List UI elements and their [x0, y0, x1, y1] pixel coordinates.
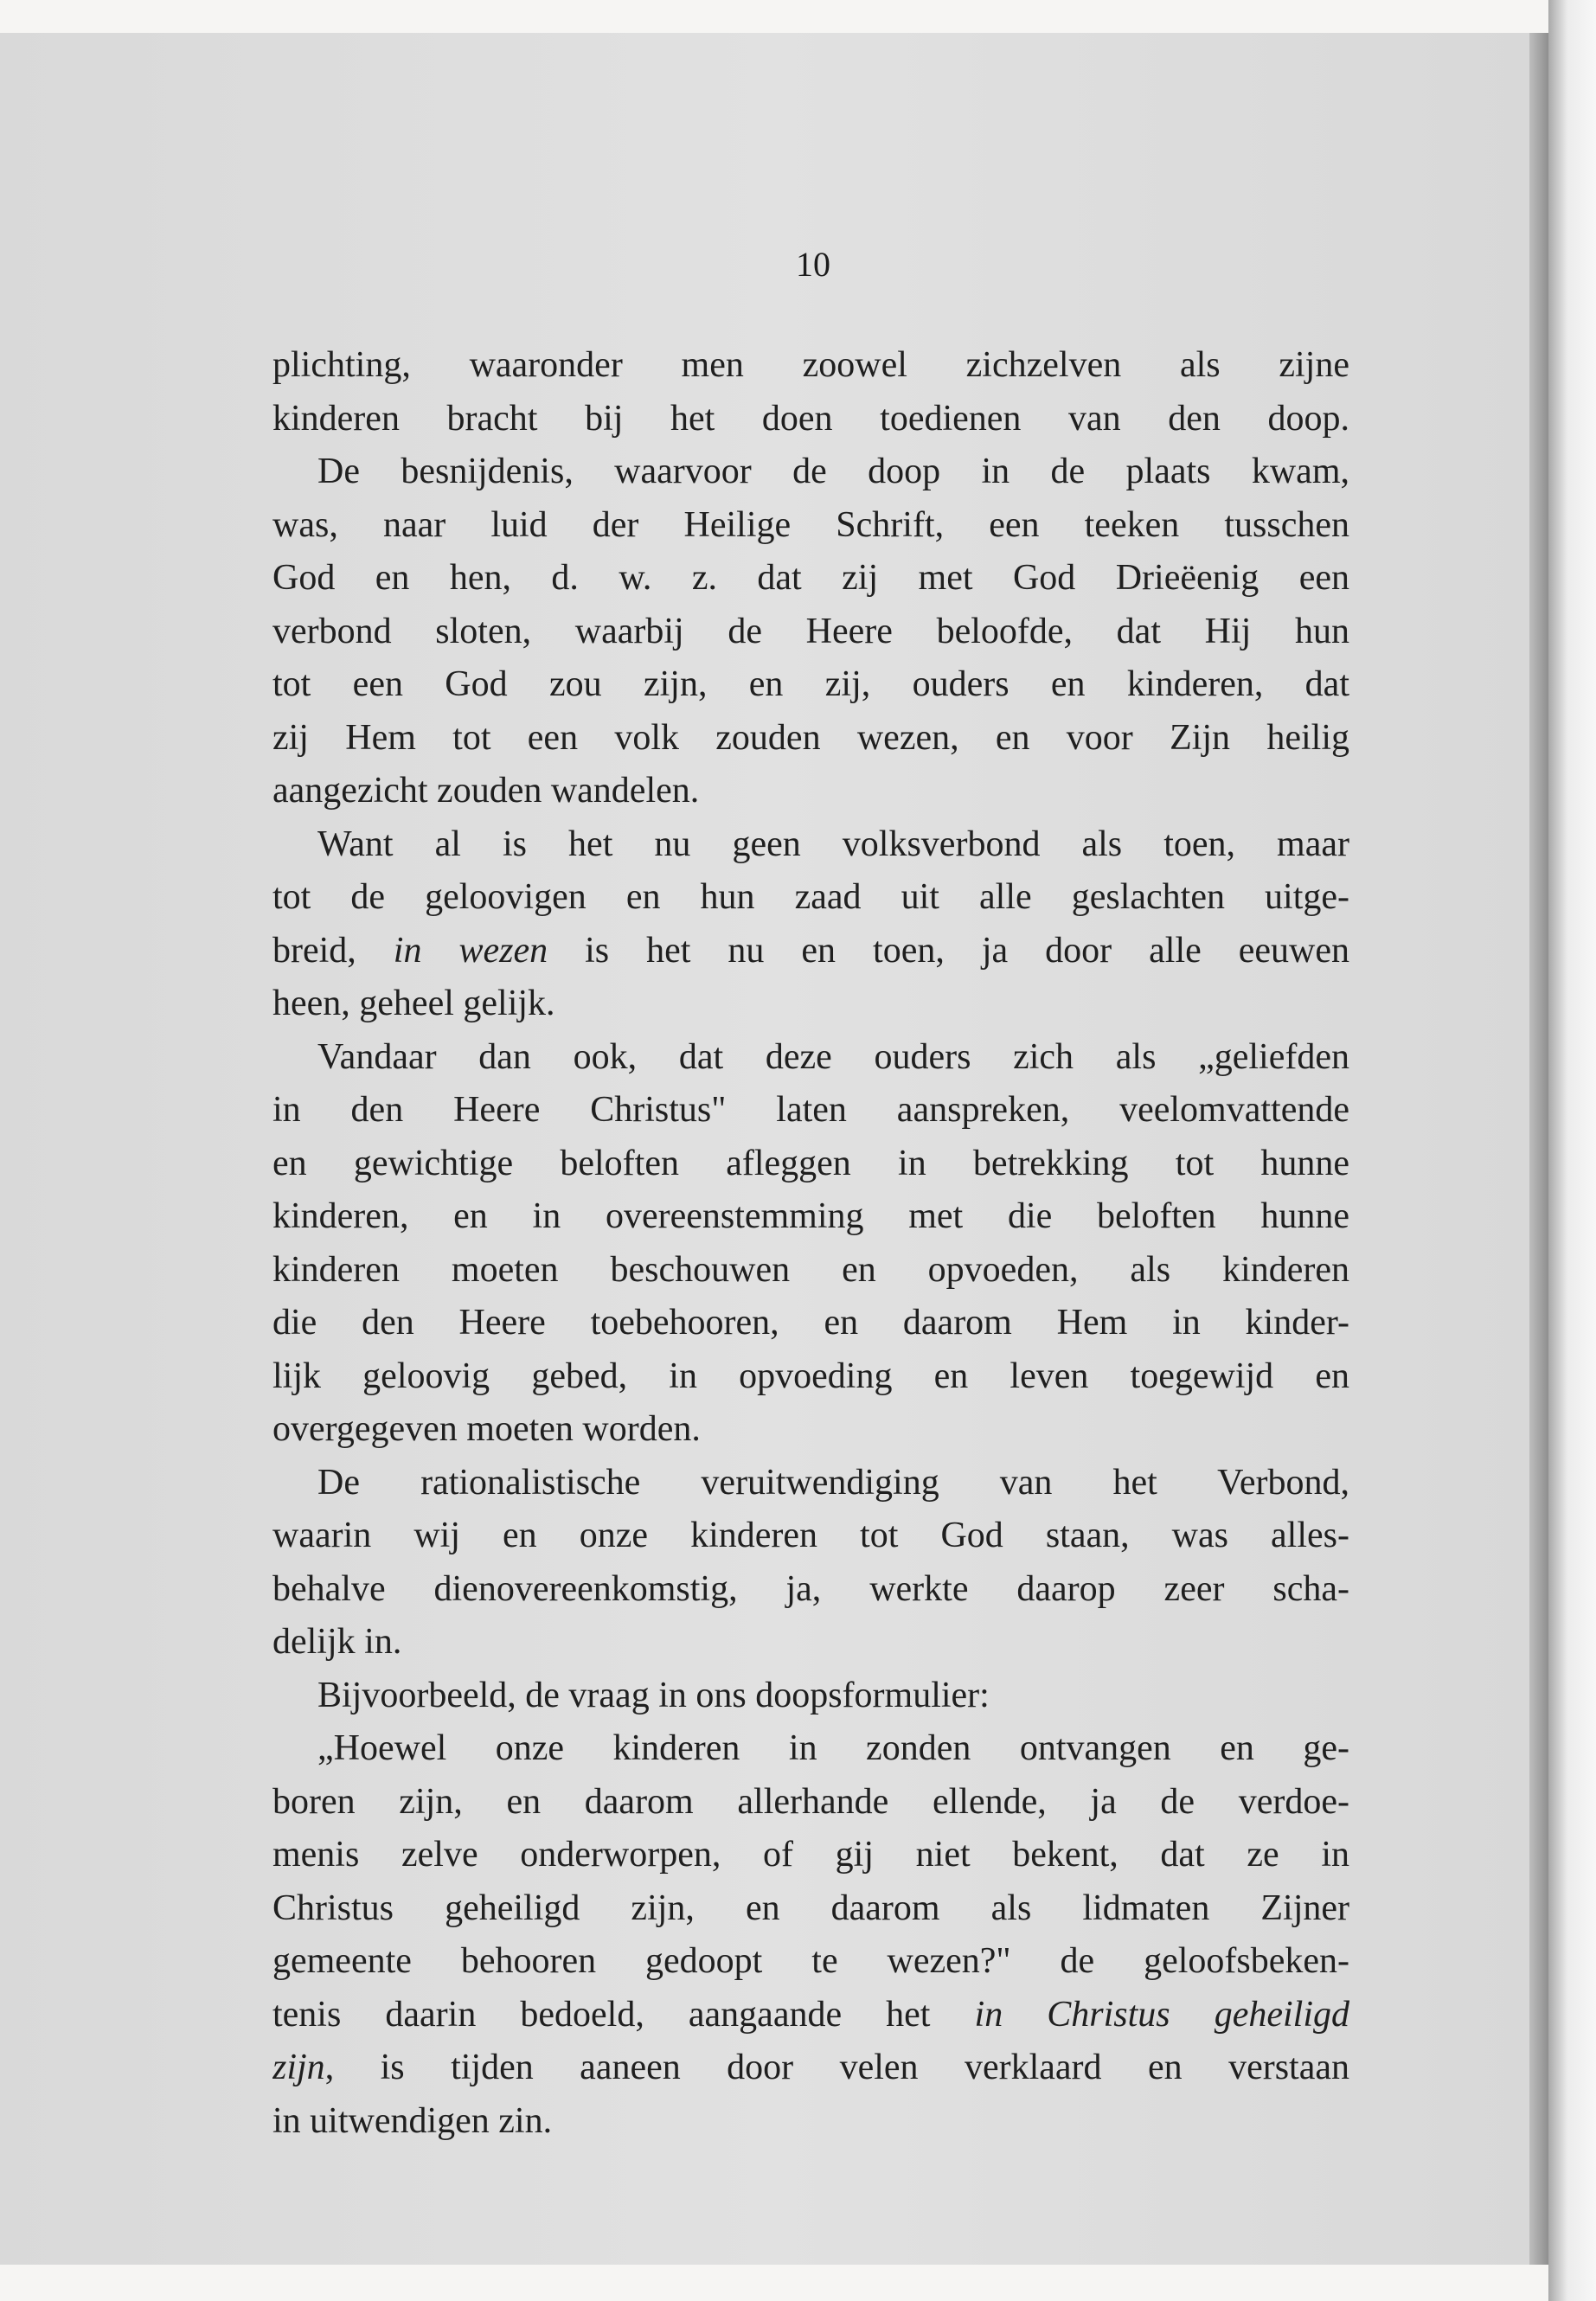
- italic-text: in wezen: [393, 930, 548, 971]
- text-line: tot de geloovigen en hun zaad uit alle geslachten uitge-: [272, 877, 1349, 917]
- text-line: in uitwendigen zin.: [272, 2100, 553, 2141]
- text-line: tot een God zou zijn, en zij, ouders en kinderen, dat: [272, 664, 1349, 704]
- text-line: tenis daarin bedoeld, aangaande het in Christus geheiligd: [272, 1994, 1349, 2035]
- text-line: kinderen bracht bij het doen toedienen van den doop.: [272, 398, 1349, 439]
- text-line: „Hoewel onze kinderen in zonden ontvangen en ge-: [317, 1728, 1349, 1768]
- text-line: zij Hem tot een volk zouden wezen, en voor Zijn heilig: [272, 717, 1349, 758]
- book-spine: [1548, 0, 1596, 2301]
- text-line: menis zelve onderworpen, of gij niet bekent, dat ze in: [272, 1835, 1349, 1875]
- text-line: De besnijdenis, waarvoor de doop in de plaats kwam,: [317, 452, 1349, 491]
- text-line: die den Heere toebehooren, en daarom Hem in kinder-: [272, 1303, 1349, 1343]
- text-line: lijk geloovig gebed, in opvoeding en leven toegewijd en: [272, 1356, 1349, 1396]
- text-line: kinderen moeten beschouwen en opvoeden, als kinderen: [272, 1249, 1349, 1290]
- text-line: Christus geheiligd zijn, en daarom als lidmaten Zijner: [272, 1888, 1349, 1928]
- page-number: 10: [796, 245, 830, 284]
- text-line: heen, geheel gelijk.: [272, 984, 555, 1023]
- text-line: aangezicht zouden wandelen.: [272, 771, 700, 811]
- text-line: Vandaar dan ook, dat deze ouders zich als „geliefden: [317, 1036, 1349, 1077]
- text-line: overgegeven moeten worden.: [272, 1409, 701, 1449]
- text-line: waarin wij en onze kinderen tot God staan, was alles-: [272, 1516, 1349, 1555]
- body-text: [272, 339, 1349, 2148]
- text-line: zijn, is tijden aaneen door velen verklaard en verstaan: [272, 2048, 1349, 2087]
- text-line: God en hen, d. w. z. dat zij met God Drieëenig een: [272, 558, 1349, 598]
- text-line: boren zijn, en daarom allerhande ellende, ja de verdoe-: [272, 1781, 1349, 1822]
- text-line: en gewichtige beloften afleggen in betrekking tot hunne: [272, 1143, 1349, 1183]
- text-line: Bijvoorbeeld, de vraag in ons doopsformulier:: [317, 1675, 990, 1715]
- text-line: breid, in wezen is het nu en toen, ja door alle eeuwen: [272, 930, 1349, 971]
- text-line: verbond sloten, waarbij de Heere beloofde, dat Hij hun: [272, 611, 1349, 651]
- text-line: De rationalistische veruitwendiging van het Verbond,: [317, 1462, 1349, 1503]
- text-line: was, naar luid der Heilige Schrift, een teeken tusschen: [272, 504, 1349, 545]
- text-line: behalve dienovereenkomstig, ja, werkte daarop zeer scha-: [272, 1568, 1349, 1609]
- text-line: gemeente behooren gedoopt te wezen?" de geloofsbeken-: [272, 1941, 1349, 1981]
- italic-text: in Christus geheiligd: [974, 1994, 1349, 2035]
- page-edge-shadow: [1529, 33, 1548, 2265]
- text-line: in den Heere Christus" laten aanspreken, veelomvattende: [272, 1090, 1349, 1130]
- italic-text: zijn: [272, 2048, 325, 2087]
- text-line: kinderen, en in overeenstemming met die beloften hunne: [272, 1196, 1349, 1236]
- text-line: Want al is het nu geen volksverbond als toen, maar: [317, 824, 1349, 864]
- text-line: delijk in.: [272, 1622, 402, 1662]
- text-line: plichting, waaronder men zoowel zichzelven als zijne: [272, 345, 1349, 385]
